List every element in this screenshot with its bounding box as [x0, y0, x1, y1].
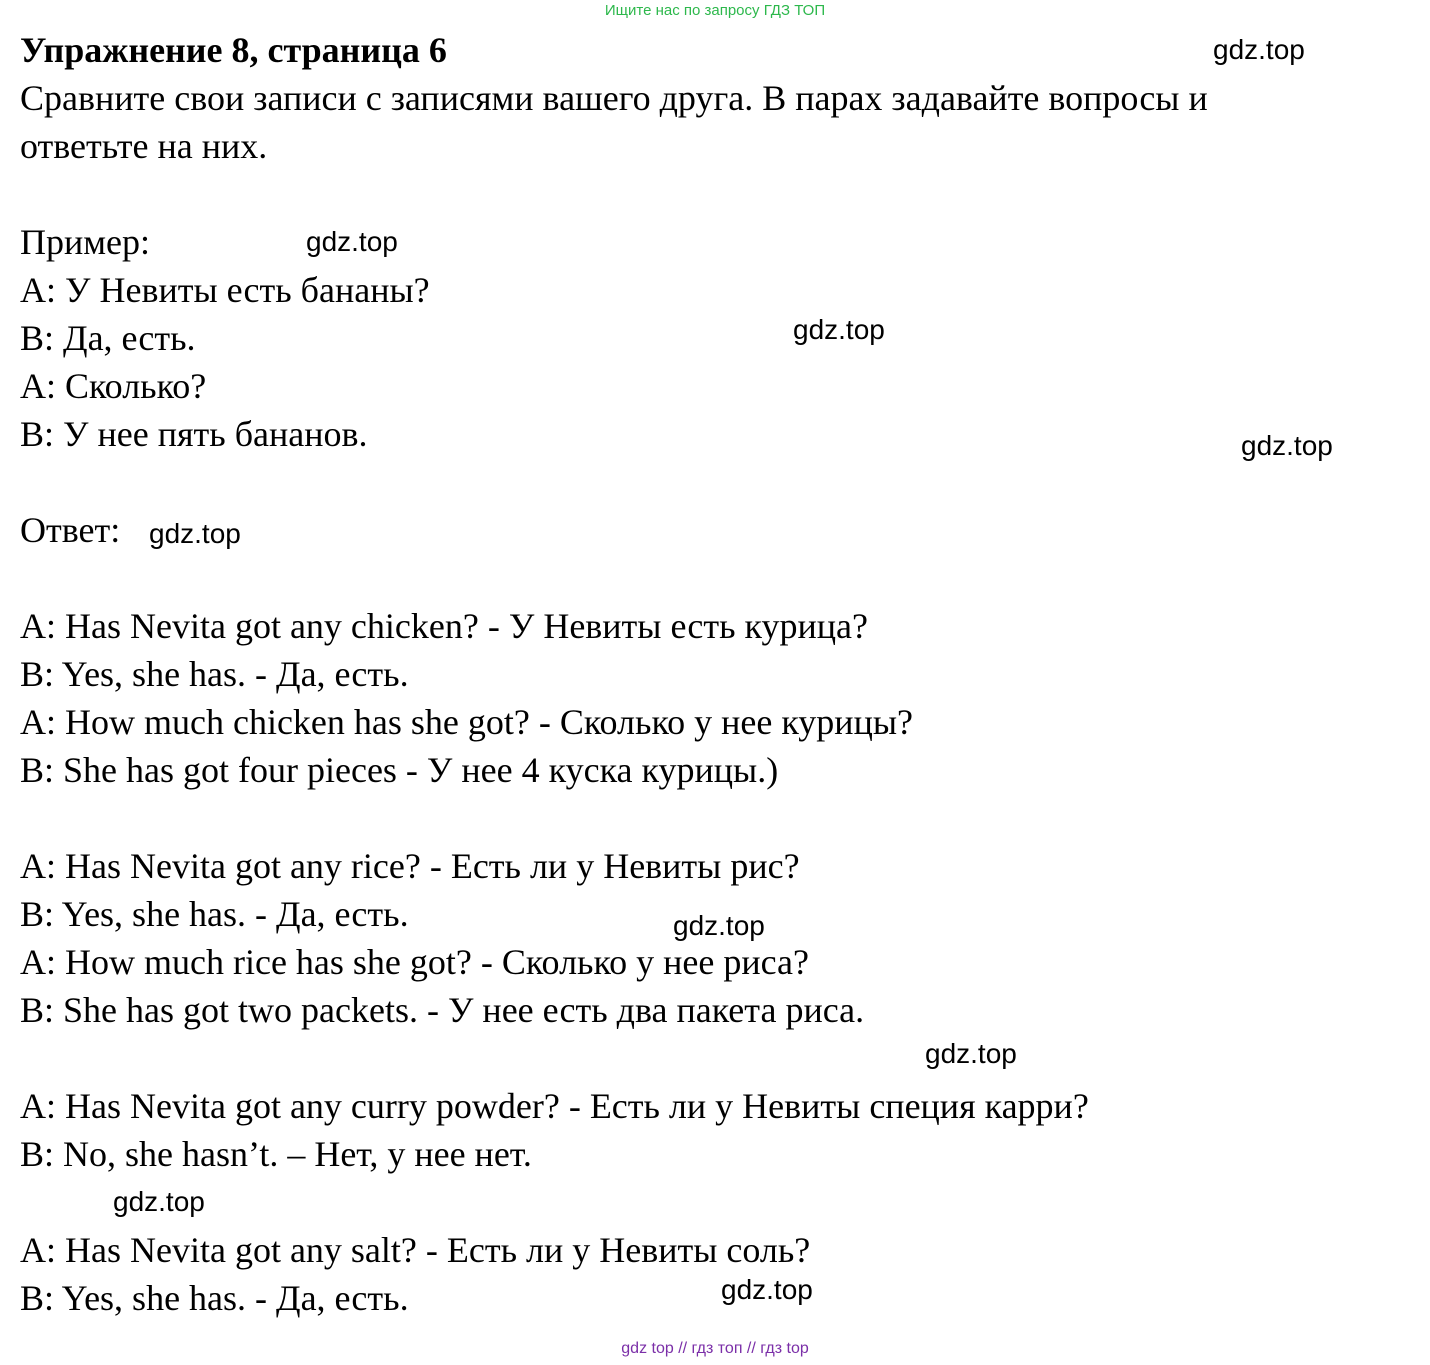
- watermark: gdz.top: [306, 226, 398, 257]
- example-line: A: Сколько?: [20, 366, 207, 406]
- dialogue-line: A: Has Nevita got any curry powder? - Есть ли у Невиты специя карри?: [20, 1086, 1089, 1126]
- dialogue-line: B: She has got two packets. - У нее есть два пакета риса.: [20, 990, 865, 1030]
- watermark: gdz.top: [721, 1274, 813, 1305]
- dialogue-line: A: Has Nevita got any rice? - Есть ли у Невиты рис?: [20, 846, 800, 886]
- example-line: A: У Невиты есть бананы?: [20, 270, 430, 310]
- instruction-line: Сравните свои записи с записями вашего друга. В парах задавайте вопросы и: [20, 78, 1208, 118]
- example-line: B: Да, есть.: [20, 318, 196, 358]
- watermark: gdz.top: [149, 518, 241, 549]
- watermark: gdz.top: [1213, 34, 1305, 65]
- dialogue-line: B: Yes, she has. - Да, есть.: [20, 1278, 409, 1318]
- page-title: Упражнение 8, страница 6: [20, 30, 447, 70]
- watermark: gdz.top: [673, 910, 765, 941]
- footer-links: gdz top // гдз топ // гдз top: [621, 1340, 809, 1357]
- watermark: gdz.top: [113, 1186, 205, 1217]
- dialogue-line: A: How much rice has she got? - Сколько у нее риса?: [20, 942, 809, 982]
- example-label: Пример:: [20, 222, 151, 262]
- answer-label: Ответ:: [20, 510, 121, 550]
- watermark: gdz.top: [793, 314, 885, 345]
- search-banner: Ищите нас по запросу ГДЗ ТОП: [604, 2, 826, 19]
- instruction-line: ответьте на них.: [20, 126, 268, 166]
- dialogue-line: B: No, she hasn’t. – Нет, у нее нет.: [20, 1134, 532, 1174]
- dialogue-line: B: Yes, she has. - Да, есть.: [20, 894, 409, 934]
- watermark: gdz.top: [925, 1038, 1017, 1069]
- watermark: gdz.top: [1241, 430, 1333, 461]
- dialogue-line: B: Yes, she has. - Да, есть.: [20, 654, 409, 694]
- dialogue-line: A: How much chicken has she got? - Сколько у нее курицы?: [20, 702, 914, 742]
- dialogue-line: A: Has Nevita got any chicken? - У Невиты есть курица?: [20, 606, 868, 646]
- dialogue-line: A: Has Nevita got any salt? - Есть ли у Невиты соль?: [20, 1230, 811, 1270]
- dialogue-line: B: She has got four pieces - У нее 4 куска курицы.): [20, 750, 779, 790]
- example-line: B: У нее пять бананов.: [20, 414, 368, 454]
